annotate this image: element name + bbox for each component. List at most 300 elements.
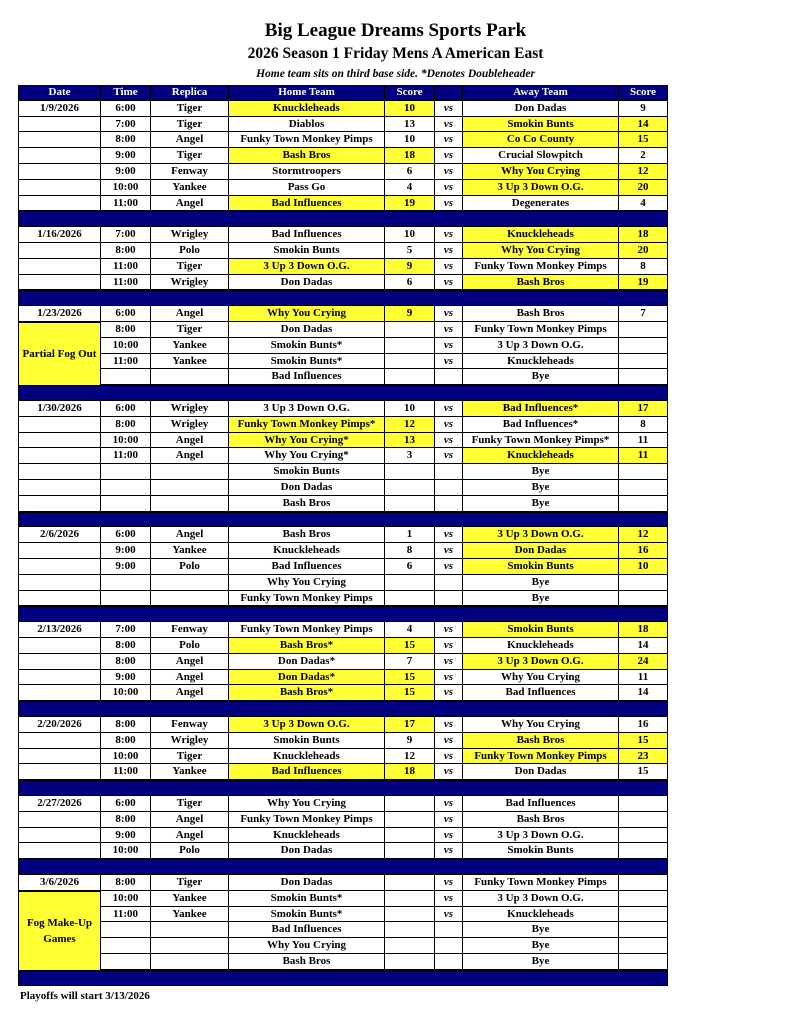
away-score-cell: 17 [618, 401, 668, 417]
vs-cell: vs [434, 638, 462, 654]
away-team-cell: Bye [462, 496, 618, 512]
replica-cell: Yankee [150, 764, 228, 780]
time-cell: 6:00 [100, 306, 150, 322]
away-team-cell: Funky Town Monkey Pimps [462, 875, 618, 891]
date-cell [18, 117, 100, 133]
away-score-cell: 16 [618, 717, 668, 733]
away-team-cell: Bye [462, 938, 618, 954]
column-header: Home Team [228, 85, 384, 101]
home-team-cell: Don Dadas [228, 275, 384, 291]
time-cell: 11:00 [100, 907, 150, 923]
vs-cell: vs [434, 448, 462, 464]
vs-cell: vs [434, 322, 462, 338]
date-cell [18, 259, 100, 275]
table-row [18, 938, 668, 954]
time-cell: 8:00 [100, 812, 150, 828]
vs-cell: vs [434, 132, 462, 148]
home-score-cell: 4 [384, 622, 434, 638]
replica-cell: Fenway [150, 717, 228, 733]
table-row [18, 433, 668, 449]
home-team-cell: Bad Influences [228, 922, 384, 938]
replica-cell: Angel [150, 828, 228, 844]
time-cell: 10:00 [100, 749, 150, 765]
table-row [18, 464, 668, 480]
home-team-cell: Bash Bros [228, 496, 384, 512]
home-team-cell: Smokin Bunts [228, 243, 384, 259]
home-team-cell: Don Dadas [228, 322, 384, 338]
date-cell [18, 543, 100, 559]
replica-cell: Angel [150, 654, 228, 670]
home-team-cell: Why You Crying* [228, 433, 384, 449]
home-score-cell [384, 938, 434, 954]
time-cell: 8:00 [100, 638, 150, 654]
away-team-cell: 3 Up 3 Down O.G. [462, 654, 618, 670]
table-row [18, 480, 668, 496]
time-cell: 8:00 [100, 733, 150, 749]
time-cell: 6:00 [100, 796, 150, 812]
away-score-cell [618, 954, 668, 970]
week-separator [18, 512, 668, 528]
table-row [18, 622, 668, 638]
table-row [18, 654, 668, 670]
date-cell [18, 132, 100, 148]
vs-cell [434, 575, 462, 591]
vs-cell [434, 591, 462, 607]
away-score-cell: 15 [618, 132, 668, 148]
vs-cell: vs [434, 796, 462, 812]
home-team-cell: 3 Up 3 Down O.G. [228, 401, 384, 417]
home-team-cell: Bad Influences [228, 559, 384, 575]
home-score-cell: 9 [384, 259, 434, 275]
date-cell [18, 749, 100, 765]
home-score-cell [384, 322, 434, 338]
column-header: Away Team [462, 85, 618, 101]
date-cell [18, 433, 100, 449]
time-cell: 9:00 [100, 559, 150, 575]
replica-cell: Yankee [150, 180, 228, 196]
date-cell [18, 180, 100, 196]
vs-cell: vs [434, 654, 462, 670]
table-row [18, 164, 668, 180]
home-team-cell: Funky Town Monkey Pimps [228, 132, 384, 148]
date-cell [18, 575, 100, 591]
date-cell [18, 843, 100, 859]
table-row [18, 954, 668, 970]
home-team-cell: Don Dadas* [228, 654, 384, 670]
date-cell [18, 638, 100, 654]
vs-cell: vs [434, 907, 462, 923]
away-score-cell: 15 [618, 733, 668, 749]
away-team-cell: Funky Town Monkey Pimps [462, 322, 618, 338]
vs-cell: vs [434, 275, 462, 291]
table-row [18, 117, 668, 133]
time-cell [100, 575, 150, 591]
table-row [18, 180, 668, 196]
away-score-cell: 11 [618, 448, 668, 464]
time-cell [100, 496, 150, 512]
home-score-cell [384, 954, 434, 970]
away-team-cell: Smokin Bunts [462, 117, 618, 133]
home-score-cell: 10 [384, 132, 434, 148]
vs-cell: vs [434, 670, 462, 686]
playoffs-note: Playoffs will start 3/13/2026 [20, 990, 150, 1002]
date-cell [18, 685, 100, 701]
replica-cell: Polo [150, 559, 228, 575]
column-header: Replica [150, 85, 228, 101]
home-team-cell: Bash Bros [228, 954, 384, 970]
home-score-cell [384, 496, 434, 512]
home-score-cell [384, 828, 434, 844]
away-score-cell: 23 [618, 749, 668, 765]
away-team-cell: Funky Town Monkey Pimps* [462, 433, 618, 449]
home-score-cell: 12 [384, 417, 434, 433]
home-team-cell: Why You Crying* [228, 448, 384, 464]
away-team-cell: Don Dadas [462, 101, 618, 117]
away-team-cell: Smokin Bunts [462, 622, 618, 638]
date-cell [18, 275, 100, 291]
time-cell [100, 954, 150, 970]
date-cell [18, 496, 100, 512]
vs-cell: vs [434, 622, 462, 638]
table-row [18, 354, 668, 370]
table-row [18, 227, 668, 243]
away-score-cell [618, 322, 668, 338]
away-team-cell: Co Co County [462, 132, 618, 148]
time-cell: 8:00 [100, 417, 150, 433]
home-score-cell [384, 480, 434, 496]
away-team-cell: Funky Town Monkey Pimps [462, 749, 618, 765]
column-header: Score [618, 85, 668, 101]
away-team-cell: 3 Up 3 Down O.G. [462, 891, 618, 907]
home-score-cell [384, 338, 434, 354]
vs-cell: vs [434, 417, 462, 433]
away-score-cell [618, 875, 668, 891]
away-team-cell: Degenerates [462, 196, 618, 212]
home-team-cell: Why You Crying [228, 306, 384, 322]
away-score-cell: 12 [618, 164, 668, 180]
replica-cell: Angel [150, 527, 228, 543]
home-team-cell: Bad Influences [228, 196, 384, 212]
away-score-cell [618, 812, 668, 828]
date-cell [18, 448, 100, 464]
away-score-cell: 9 [618, 101, 668, 117]
table-row [18, 322, 668, 338]
home-score-cell: 17 [384, 717, 434, 733]
replica-cell: Polo [150, 638, 228, 654]
table-row [18, 796, 668, 812]
away-score-cell [618, 575, 668, 591]
date-cell [18, 828, 100, 844]
table-row [18, 148, 668, 164]
vs-cell: vs [434, 101, 462, 117]
vs-cell: vs [434, 543, 462, 559]
away-team-cell: Why You Crying [462, 670, 618, 686]
date-cell: 1/30/2026 [18, 401, 100, 417]
home-score-cell [384, 922, 434, 938]
table-row [18, 812, 668, 828]
vs-cell: vs [434, 243, 462, 259]
replica-cell: Angel [150, 448, 228, 464]
table-row [18, 196, 668, 212]
week-separator [18, 859, 668, 875]
time-cell: 8:00 [100, 717, 150, 733]
away-score-cell [618, 591, 668, 607]
date-cell: 1/9/2026 [18, 101, 100, 117]
home-score-cell [384, 907, 434, 923]
home-team-cell: Funky Town Monkey Pimps* [228, 417, 384, 433]
home-score-cell: 18 [384, 148, 434, 164]
replica-cell: Wrigley [150, 417, 228, 433]
home-team-cell: Funky Town Monkey Pimps [228, 622, 384, 638]
time-cell [100, 922, 150, 938]
week-separator [18, 970, 668, 986]
home-score-cell: 19 [384, 196, 434, 212]
time-cell: 9:00 [100, 164, 150, 180]
vs-cell [434, 464, 462, 480]
vs-cell: vs [434, 180, 462, 196]
time-cell: 9:00 [100, 828, 150, 844]
home-team-cell: Smokin Bunts [228, 464, 384, 480]
home-score-cell: 5 [384, 243, 434, 259]
vs-cell: vs [434, 259, 462, 275]
away-team-cell: Bad Influences [462, 685, 618, 701]
time-cell [100, 938, 150, 954]
vs-cell: vs [434, 685, 462, 701]
home-score-cell: 4 [384, 180, 434, 196]
away-score-cell [618, 907, 668, 923]
home-score-cell: 7 [384, 654, 434, 670]
time-cell: 10:00 [100, 843, 150, 859]
away-team-cell: Bye [462, 591, 618, 607]
home-team-cell: 3 Up 3 Down O.G. [228, 717, 384, 733]
away-team-cell: Why You Crying [462, 243, 618, 259]
column-header: Score [384, 85, 434, 101]
date-cell [18, 591, 100, 607]
vs-cell: vs [434, 433, 462, 449]
home-score-cell: 9 [384, 733, 434, 749]
home-team-cell: Smokin Bunts* [228, 891, 384, 907]
date-cell [18, 148, 100, 164]
away-team-cell: Bye [462, 464, 618, 480]
time-cell: 10:00 [100, 180, 150, 196]
replica-cell: Wrigley [150, 401, 228, 417]
home-score-cell [384, 875, 434, 891]
replica-cell: Tiger [150, 322, 228, 338]
replica-cell [150, 496, 228, 512]
vs-cell: vs [434, 164, 462, 180]
date-cell [18, 654, 100, 670]
table-row [18, 922, 668, 938]
week-note: Partial Fog Out [18, 322, 101, 386]
table-row [18, 828, 668, 844]
table-row [18, 907, 668, 923]
table-row [18, 306, 668, 322]
vs-cell [434, 922, 462, 938]
away-score-cell [618, 891, 668, 907]
away-team-cell: Bash Bros [462, 812, 618, 828]
home-team-cell: Why You Crying [228, 796, 384, 812]
vs-cell [434, 496, 462, 512]
away-team-cell: Knuckleheads [462, 907, 618, 923]
schedule-note: Home team sits on third base side. *Denotes Doubleheader [256, 68, 535, 80]
away-score-cell: 20 [618, 243, 668, 259]
replica-cell: Angel [150, 132, 228, 148]
vs-cell: vs [434, 227, 462, 243]
week-note: Fog Make-Up Games [18, 891, 101, 971]
date-cell [18, 812, 100, 828]
vs-cell: vs [434, 306, 462, 322]
home-score-cell: 6 [384, 559, 434, 575]
home-team-cell: Don Dadas [228, 843, 384, 859]
replica-cell: Yankee [150, 891, 228, 907]
away-team-cell: 3 Up 3 Down O.G. [462, 527, 618, 543]
table-row [18, 575, 668, 591]
replica-cell [150, 480, 228, 496]
time-cell: 10:00 [100, 891, 150, 907]
home-score-cell [384, 464, 434, 480]
table-row [18, 369, 668, 385]
replica-cell: Angel [150, 433, 228, 449]
time-cell: 11:00 [100, 196, 150, 212]
home-team-cell: Smokin Bunts [228, 733, 384, 749]
week-separator [18, 780, 668, 796]
vs-cell: vs [434, 148, 462, 164]
away-team-cell: Knuckleheads [462, 448, 618, 464]
table-row [18, 685, 668, 701]
replica-cell: Tiger [150, 259, 228, 275]
home-score-cell: 13 [384, 117, 434, 133]
time-cell: 11:00 [100, 354, 150, 370]
home-team-cell: Bad Influences [228, 227, 384, 243]
home-score-cell [384, 575, 434, 591]
away-score-cell [618, 464, 668, 480]
home-score-cell: 9 [384, 306, 434, 322]
replica-cell [150, 369, 228, 385]
time-cell: 11:00 [100, 259, 150, 275]
away-score-cell [618, 496, 668, 512]
home-team-cell: Bad Influences [228, 764, 384, 780]
home-team-cell: Bad Influences [228, 369, 384, 385]
away-score-cell: 18 [618, 622, 668, 638]
date-cell: 3/6/2026 [18, 875, 100, 891]
home-team-cell: Knuckleheads [228, 749, 384, 765]
away-team-cell: Bye [462, 369, 618, 385]
away-score-cell: 2 [618, 148, 668, 164]
time-cell: 9:00 [100, 670, 150, 686]
vs-cell: vs [434, 843, 462, 859]
away-team-cell: Don Dadas [462, 543, 618, 559]
time-cell: 6:00 [100, 527, 150, 543]
date-cell: 2/27/2026 [18, 796, 100, 812]
page-subtitle: 2026 Season 1 Friday Mens A American East [247, 45, 544, 62]
replica-cell [150, 954, 228, 970]
away-score-cell [618, 938, 668, 954]
replica-cell: Tiger [150, 148, 228, 164]
home-score-cell: 10 [384, 227, 434, 243]
vs-cell [434, 480, 462, 496]
away-team-cell: Knuckleheads [462, 227, 618, 243]
replica-cell: Yankee [150, 543, 228, 559]
away-score-cell: 20 [618, 180, 668, 196]
away-score-cell: 7 [618, 306, 668, 322]
away-score-cell: 24 [618, 654, 668, 670]
away-team-cell: Smokin Bunts [462, 843, 618, 859]
table-row [18, 132, 668, 148]
away-score-cell [618, 338, 668, 354]
away-score-cell [618, 369, 668, 385]
away-team-cell: Bye [462, 575, 618, 591]
time-cell: 7:00 [100, 117, 150, 133]
home-score-cell [384, 354, 434, 370]
away-team-cell: Why You Crying [462, 717, 618, 733]
vs-cell [434, 938, 462, 954]
away-score-cell: 16 [618, 543, 668, 559]
time-cell: 8:00 [100, 243, 150, 259]
home-score-cell: 8 [384, 543, 434, 559]
replica-cell: Tiger [150, 875, 228, 891]
away-team-cell: Crucial Slowpitch [462, 148, 618, 164]
time-cell: 9:00 [100, 148, 150, 164]
home-score-cell: 15 [384, 638, 434, 654]
time-cell: 10:00 [100, 338, 150, 354]
home-team-cell: Knuckleheads [228, 543, 384, 559]
table-row [18, 891, 668, 907]
replica-cell: Wrigley [150, 275, 228, 291]
replica-cell: Angel [150, 685, 228, 701]
away-score-cell: 11 [618, 670, 668, 686]
replica-cell: Angel [150, 812, 228, 828]
home-score-cell: 13 [384, 433, 434, 449]
page-title: Big League Dreams Sports Park [264, 20, 527, 41]
time-cell: 6:00 [100, 101, 150, 117]
away-team-cell: Bad Influences* [462, 401, 618, 417]
away-team-cell: Don Dadas [462, 764, 618, 780]
away-score-cell [618, 922, 668, 938]
home-score-cell [384, 812, 434, 828]
home-team-cell: Don Dadas [228, 480, 384, 496]
away-score-cell [618, 354, 668, 370]
home-team-cell: Smokin Bunts* [228, 338, 384, 354]
home-score-cell: 15 [384, 670, 434, 686]
away-team-cell: 3 Up 3 Down O.G. [462, 828, 618, 844]
table-row [18, 417, 668, 433]
away-team-cell: 3 Up 3 Down O.G. [462, 338, 618, 354]
home-team-cell: 3 Up 3 Down O.G. [228, 259, 384, 275]
home-score-cell [384, 891, 434, 907]
replica-cell [150, 938, 228, 954]
home-team-cell: Why You Crying [228, 938, 384, 954]
week-separator [18, 211, 668, 227]
away-score-cell [618, 843, 668, 859]
replica-cell: Fenway [150, 164, 228, 180]
away-team-cell: Bye [462, 922, 618, 938]
week-separator [18, 606, 668, 622]
home-team-cell: Why You Crying [228, 575, 384, 591]
column-header: Time [100, 85, 150, 101]
time-cell: 10:00 [100, 433, 150, 449]
home-team-cell: Smokin Bunts* [228, 354, 384, 370]
home-score-cell [384, 843, 434, 859]
away-team-cell: Bad Influences* [462, 417, 618, 433]
date-cell [18, 480, 100, 496]
home-score-cell [384, 591, 434, 607]
vs-cell: vs [434, 764, 462, 780]
table-row [18, 275, 668, 291]
date-cell: 1/16/2026 [18, 227, 100, 243]
date-cell [18, 733, 100, 749]
away-score-cell: 8 [618, 417, 668, 433]
time-cell: 11:00 [100, 448, 150, 464]
